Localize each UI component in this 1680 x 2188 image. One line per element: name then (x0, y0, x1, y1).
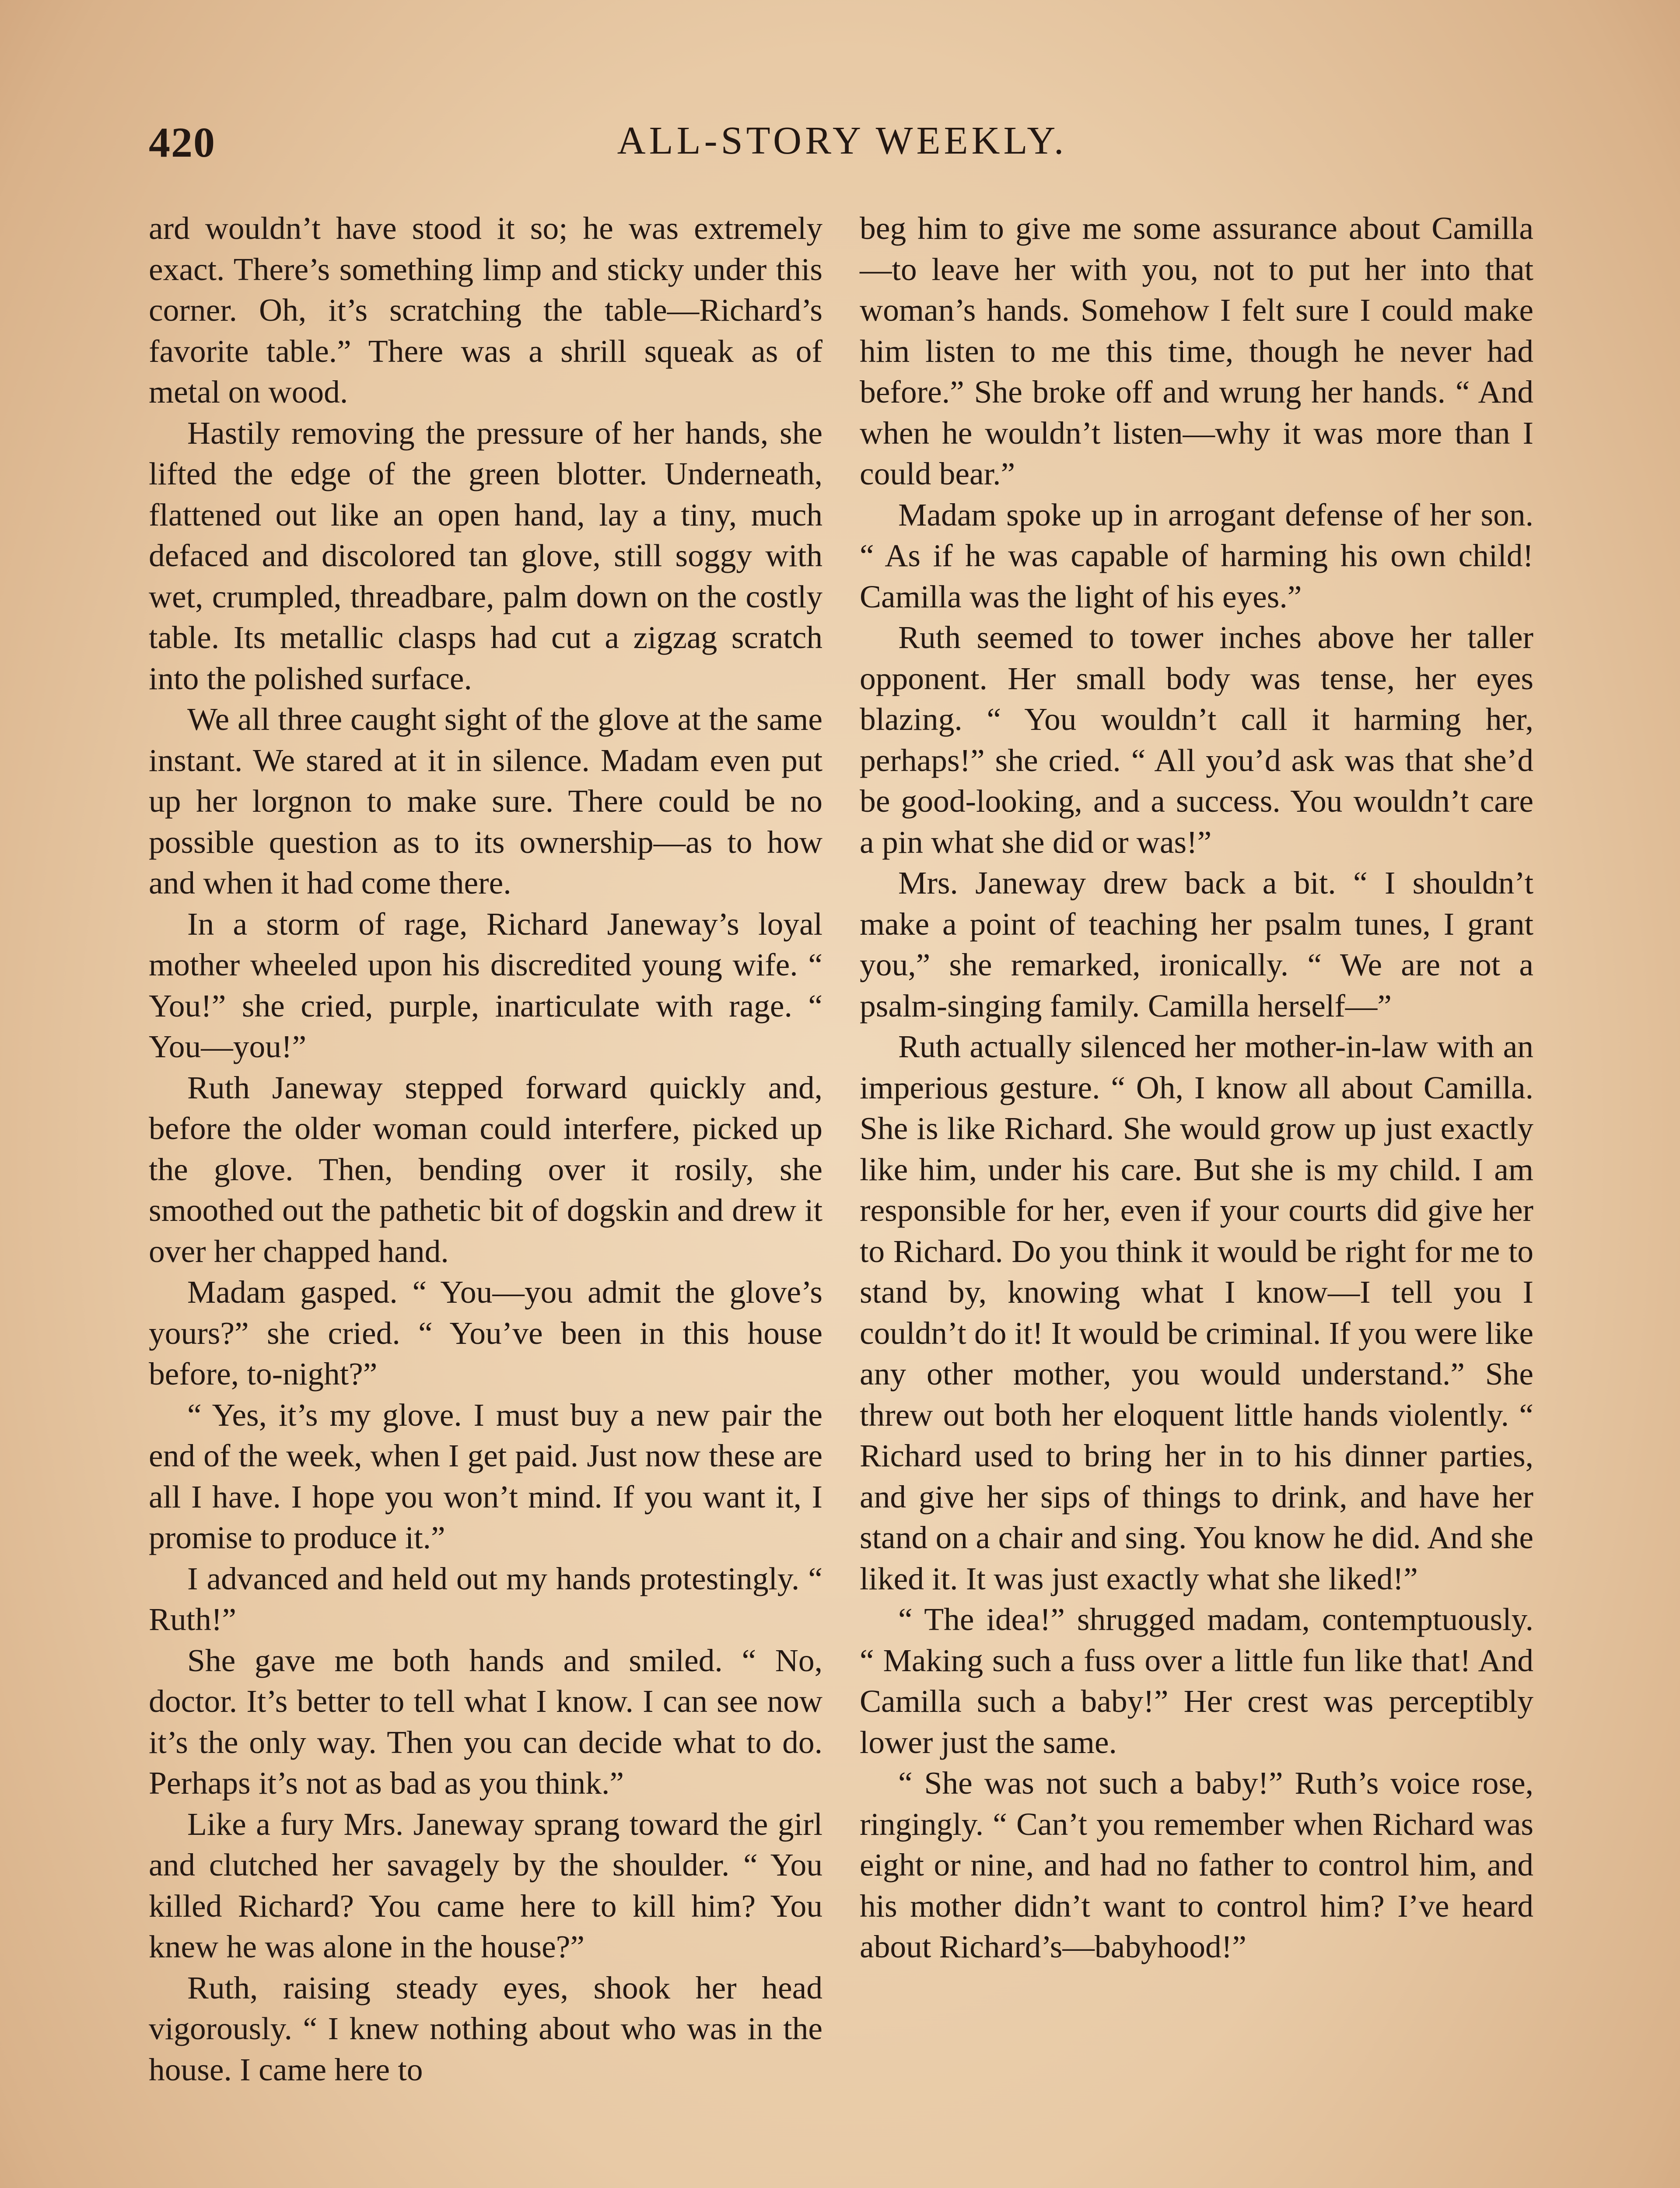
paragraph: Ruth actually silenced her mother-in-law with an imperious gesture. “ Oh, I know all about Camilla. She is like Richard. She would grow up just exactly like him, under his care. But she is my child. I am responsible for her, even if your courts did give her to Richard. Do you think it would be right for me to stand by, knowing what I know—I tell you I couldn’t do it! It would be criminal. If you were like any other mother, you would understand.” She threw out both her eloquent little hands violently. “ Richard used to bring her in to his dinner parties, and give her sips of things to drink, and have her stand on a chair and sing. You know he did. And she liked it. It was just exactly what she liked!” (860, 1029, 1533, 1596)
paragraph: ard wouldn’t have stood it so; he was extremely exact. There’s something limp and sticky under this corner. Oh, it’s scratching the table—Richard’s favorite table.” There was a shrill squeak as of metal on wood. (149, 210, 822, 410)
paragraph: Ruth, raising steady eyes, shook her head vigorously. “ I knew nothing about who was in the house. I came here to (149, 1970, 822, 2087)
paragraph: Madam gasped. “ You—you admit the glove’s yours?” she cried. “ You’ve been in this house before, to-night?” (149, 1274, 822, 1392)
right-column (860, 208, 1533, 1967)
page-number: 420 (149, 119, 216, 166)
paragraph: “ Yes, it’s my glove. I must buy a new pair the end of the week, when I get paid. Just now these are all I have. I hope you won’t mind. If you want it, I promise to produce it.” (149, 1397, 822, 1555)
paragraph: I advanced and held out my hands protestingly. “ Ruth!” (149, 1560, 822, 1637)
paragraph: “ The idea!” shrugged madam, contemptuously. “ Making such a fuss over a little fun like that! And Camilla such a baby!” Her crest was perceptibly lower just the same. (860, 1602, 1533, 1760)
paragraph: Madam spoke up in arrogant defense of her son. “ As if he was capable of harming his own child! Camilla was the light of his eyes.” (860, 497, 1533, 614)
paragraph: Hastily removing the pressure of her hands, she lifted the edge of the green blotter. Underneath, flattened out like an open hand, lay a tiny, much defaced and discolored tan glove, still soggy with wet, crumpled, threadbare, palm down on the costly table. Its metallic clasps had cut a zigzag scratch into the polished surface. (149, 415, 822, 696)
paragraph: “ She was not such a baby!” Ruth’s voice rose, ringingly. “ Can’t you remember when Richard was eight or nine, and had no father to control him, and his mother didn’t want to control him? I’ve heard about Richard’s—babyhood!” (860, 1765, 1533, 1964)
paragraph: She gave me both hands and smiled. “ No, doctor. It’s better to tell what I know. I can see now it’s the only way. Then you can decide what to do. Perhaps it’s not as bad as you think.” (149, 1642, 822, 1801)
left-column (149, 208, 822, 2090)
paragraph: In a storm of rage, Richard Janeway’s loyal mother wheeled upon his discredited young wife. “ You!” she cried, purple, inarticulate with rage. “ You—you!” (149, 906, 822, 1064)
paragraph: We all three caught sight of the glove at the same instant. We stared at it in silence. Madam even put up her lorgnon to make sure. There could be no possible question as to its ownership—as to how and when it had come there. (149, 701, 822, 901)
running-head: ALL-STORY WEEKLY. (617, 119, 1068, 162)
paragraph: Like a fury Mrs. Janeway sprang toward the girl and clutched her savagely by the shoulder. “ You killed Richard? You came here to kill him? You knew he was alone in the house?” (149, 1806, 822, 1964)
paragraph: Mrs. Janeway drew back a bit. “ I shouldn’t make a point of teaching her psalm tunes, I grant you,” she remarked, ironically. “ We are not a psalm-singing family. Camilla herself—” (860, 865, 1533, 1024)
paragraph: Ruth seemed to tower inches above her taller opponent. Her small body was tense, her eyes blazing. “ You wouldn’t call it harming her, perhaps!” she cried. “ All you’d ask was that she’d be good-looking, and a success. You wouldn’t care a pin what she did or was!” (860, 620, 1533, 860)
paragraph: Ruth Janeway stepped forward quickly and, before the older woman could interfere, picked up the glove. Then, bending over it rosily, she smoothed out the pathetic bit of dogskin and drew it over her chapped hand. (149, 1069, 822, 1269)
page-header (149, 118, 1536, 179)
paragraph: beg him to give me some assurance about Camilla—to leave her with you, not to put her into that woman’s hands. Somehow I felt sure I could make him listen to me this time, though he never had before.” She broke off and wrung her hands. “ And when he wouldn’t listen—why it was more than I could bear.” (860, 210, 1533, 491)
